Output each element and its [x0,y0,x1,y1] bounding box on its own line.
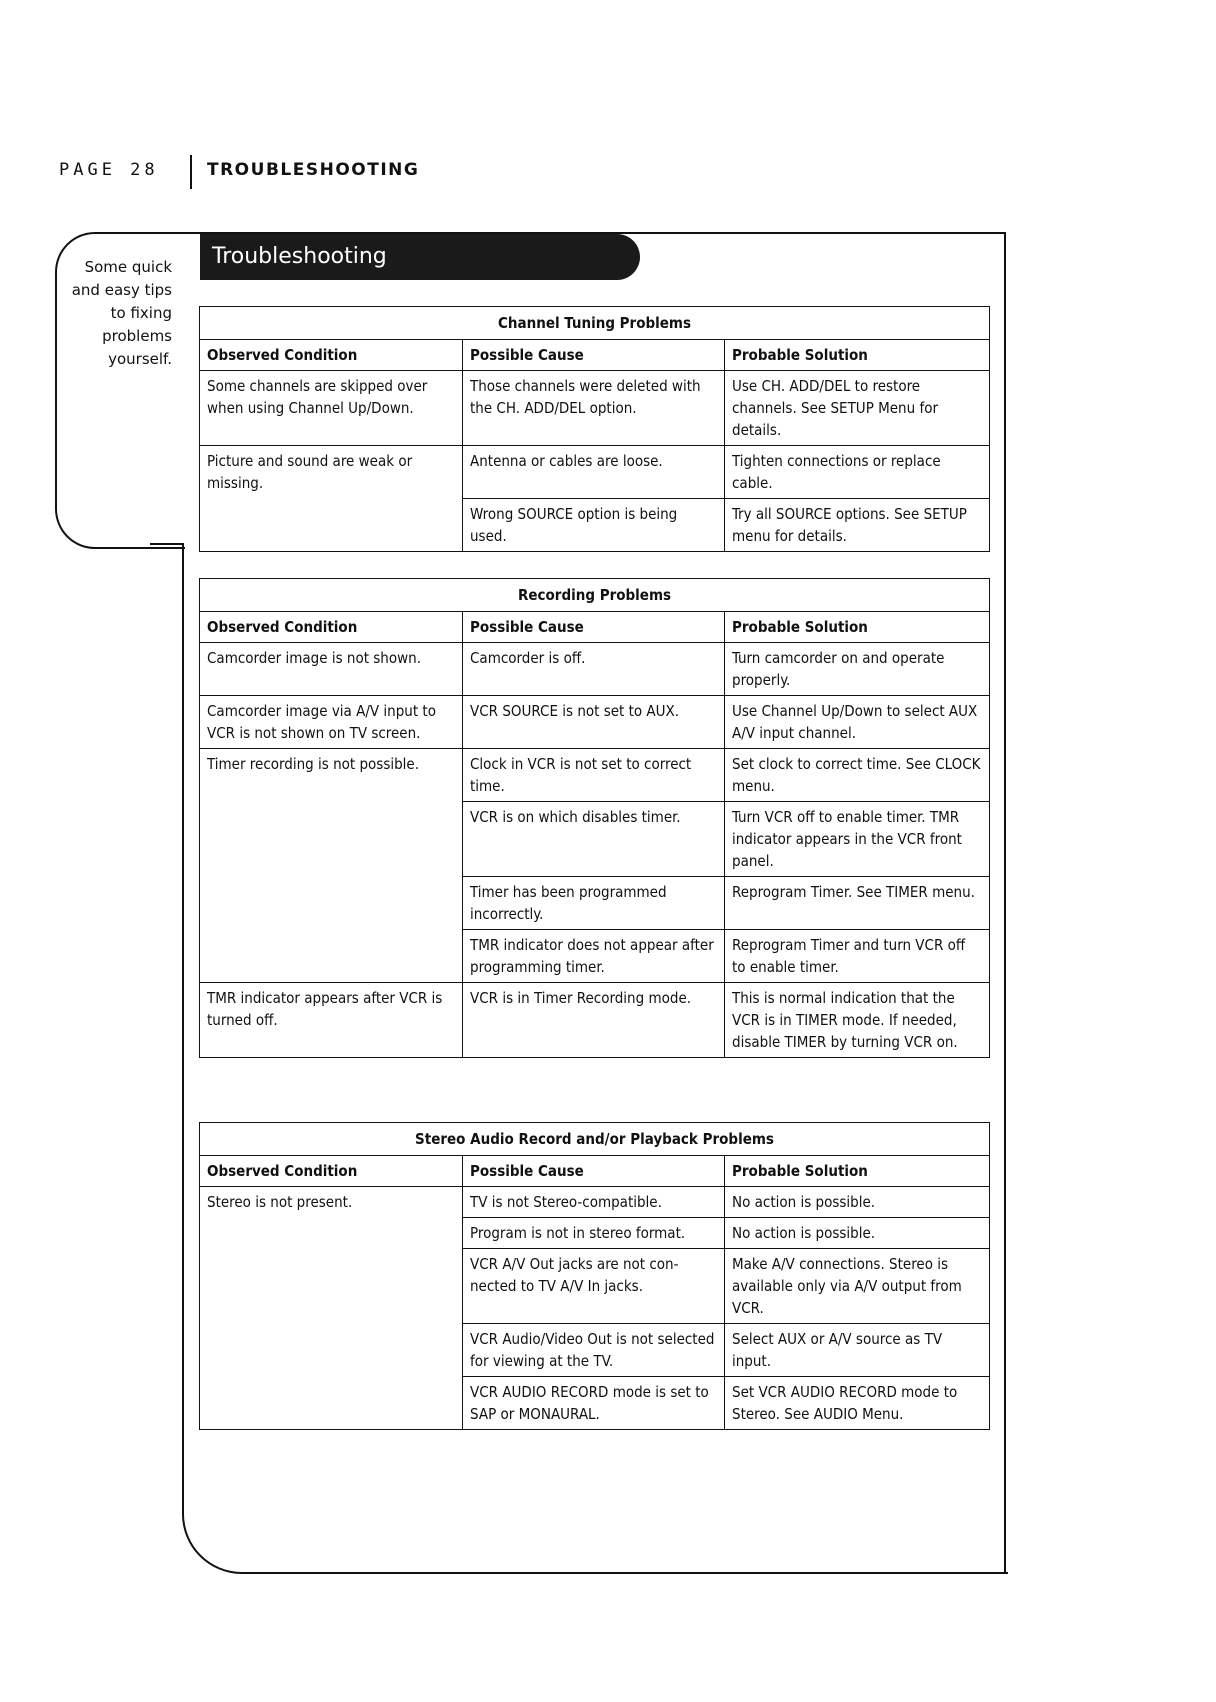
cause-cell: VCR Audio/Video Out is not selected for viewing at the TV. [463,1324,725,1377]
condition-cell: Some channels are skipped over when using Channel Up/Down. [200,371,463,446]
column-header-condition: Observed Condition [200,340,463,371]
cause-cell: TMR indicator does not appear after programming timer. [463,930,725,983]
table-row [200,643,990,696]
table-row [200,930,990,983]
solution-cell: Turn VCR off to enable timer. TMR indicator appears in the VCR front panel. [725,802,990,877]
condition-cell [200,1324,463,1377]
table-title: Channel Tuning Problems [200,307,990,340]
column-header-solution: Probable Solution [725,340,990,371]
condition-cell [200,877,463,930]
table-row [200,696,990,749]
table-row [200,802,990,877]
condition-cell: Timer recording is not possible. [200,749,463,802]
page-number: PAGE 28 [59,160,159,180]
solution-cell: Try all SOURCE options. See SETUP menu for details. [725,499,990,552]
solution-cell: Select AUX or A/V source as TV input. [725,1324,990,1377]
cause-cell: TV is not Stereo-compatible. [463,1187,725,1218]
condition-cell [200,1249,463,1324]
solution-cell: Use CH. ADD/DEL to restore channels. See SETUP Menu for details. [725,371,990,446]
stereo-table [199,1122,990,1430]
content-frame-left [182,545,184,1512]
table-row [200,749,990,802]
solution-cell: Tighten connections or replace cable. [725,446,990,499]
table-row [200,983,990,1058]
table-row [200,1377,990,1430]
table-title: Recording Problems [200,579,990,612]
condition-cell: TMR indicator appears after VCR is turned off. [200,983,463,1058]
channel-tuning-table [199,306,990,552]
table-row [200,877,990,930]
solution-cell: This is normal indication that the VCR is in TIMER mode. If needed, disable TIMER by turning VCR on. [725,983,990,1058]
solution-cell: Reprogram Timer and turn VCR off to enable timer. [725,930,990,983]
cause-cell: VCR AUDIO RECORD mode is set to SAP or MONAURAL. [463,1377,725,1430]
table-title: Stereo Audio Record and/or Playback Problems [200,1123,990,1156]
recording-table [199,578,990,1058]
table-row [200,1218,990,1249]
cause-cell: Antenna or cables are loose. [463,446,725,499]
content-frame-bottom [182,1512,1008,1574]
cause-cell: Program is not in stereo format. [463,1218,725,1249]
condition-cell [200,930,463,983]
solution-cell: No action is possible. [725,1218,990,1249]
cause-cell: VCR is in Timer Recording mode. [463,983,725,1058]
solution-cell: Use Channel Up/Down to select AUX A/V input channel. [725,696,990,749]
column-header-cause: Possible Cause [463,1156,725,1187]
cause-cell: VCR A/V Out jacks are not con-nected to TV A/V In jacks. [463,1249,725,1324]
table-row [200,499,990,552]
solution-cell: Set VCR AUDIO RECORD mode to Stereo. See AUDIO Menu. [725,1377,990,1430]
sidebar-note: Some quick and easy tips to fixing problems yourself. [71,258,172,368]
table-row [200,371,990,446]
solution-cell: Set clock to correct time. See CLOCK menu. [725,749,990,802]
condition-cell [200,1218,463,1249]
column-header-solution: Probable Solution [725,612,990,643]
condition-cell [200,802,463,877]
cause-cell: Camcorder is off. [463,643,725,696]
condition-cell: Camcorder image via A/V input to VCR is not shown on TV screen. [200,696,463,749]
condition-cell: Camcorder image is not shown. [200,643,463,696]
condition-cell: Stereo is not present. [200,1187,463,1218]
solution-cell: Turn camcorder on and operate properly. [725,643,990,696]
cause-cell: Timer has been programmed incorrectly. [463,877,725,930]
cause-cell: VCR SOURCE is not set to AUX. [463,696,725,749]
page-banner: Troubleshooting [200,234,640,280]
condition-cell: Picture and sound are weak or missing. [200,446,463,499]
column-header-condition: Observed Condition [200,612,463,643]
cause-cell: Those channels were deleted with the CH. ADD/DEL option. [463,371,725,446]
column-header-cause: Possible Cause [463,612,725,643]
cause-cell: Wrong SOURCE option is being used. [463,499,725,552]
column-header-solution: Probable Solution [725,1156,990,1187]
solution-cell: No action is possible. [725,1187,990,1218]
solution-cell: Make A/V connections. Stereo is available only via A/V output from VCR. [725,1249,990,1324]
column-header-cause: Possible Cause [463,340,725,371]
cause-cell: VCR is on which disables timer. [463,802,725,877]
table-row [200,1324,990,1377]
solution-cell: Reprogram Timer. See TIMER menu. [725,877,990,930]
sidebar-bracket-tail [150,543,184,545]
cause-cell: Clock in VCR is not set to correct time. [463,749,725,802]
header-divider [190,155,192,189]
table-row [200,1249,990,1324]
table-row [200,446,990,499]
column-header-condition: Observed Condition [200,1156,463,1187]
section-title: TROUBLESHOOTING [207,160,420,180]
table-row [200,1187,990,1218]
condition-cell [200,499,463,552]
condition-cell [200,1377,463,1430]
